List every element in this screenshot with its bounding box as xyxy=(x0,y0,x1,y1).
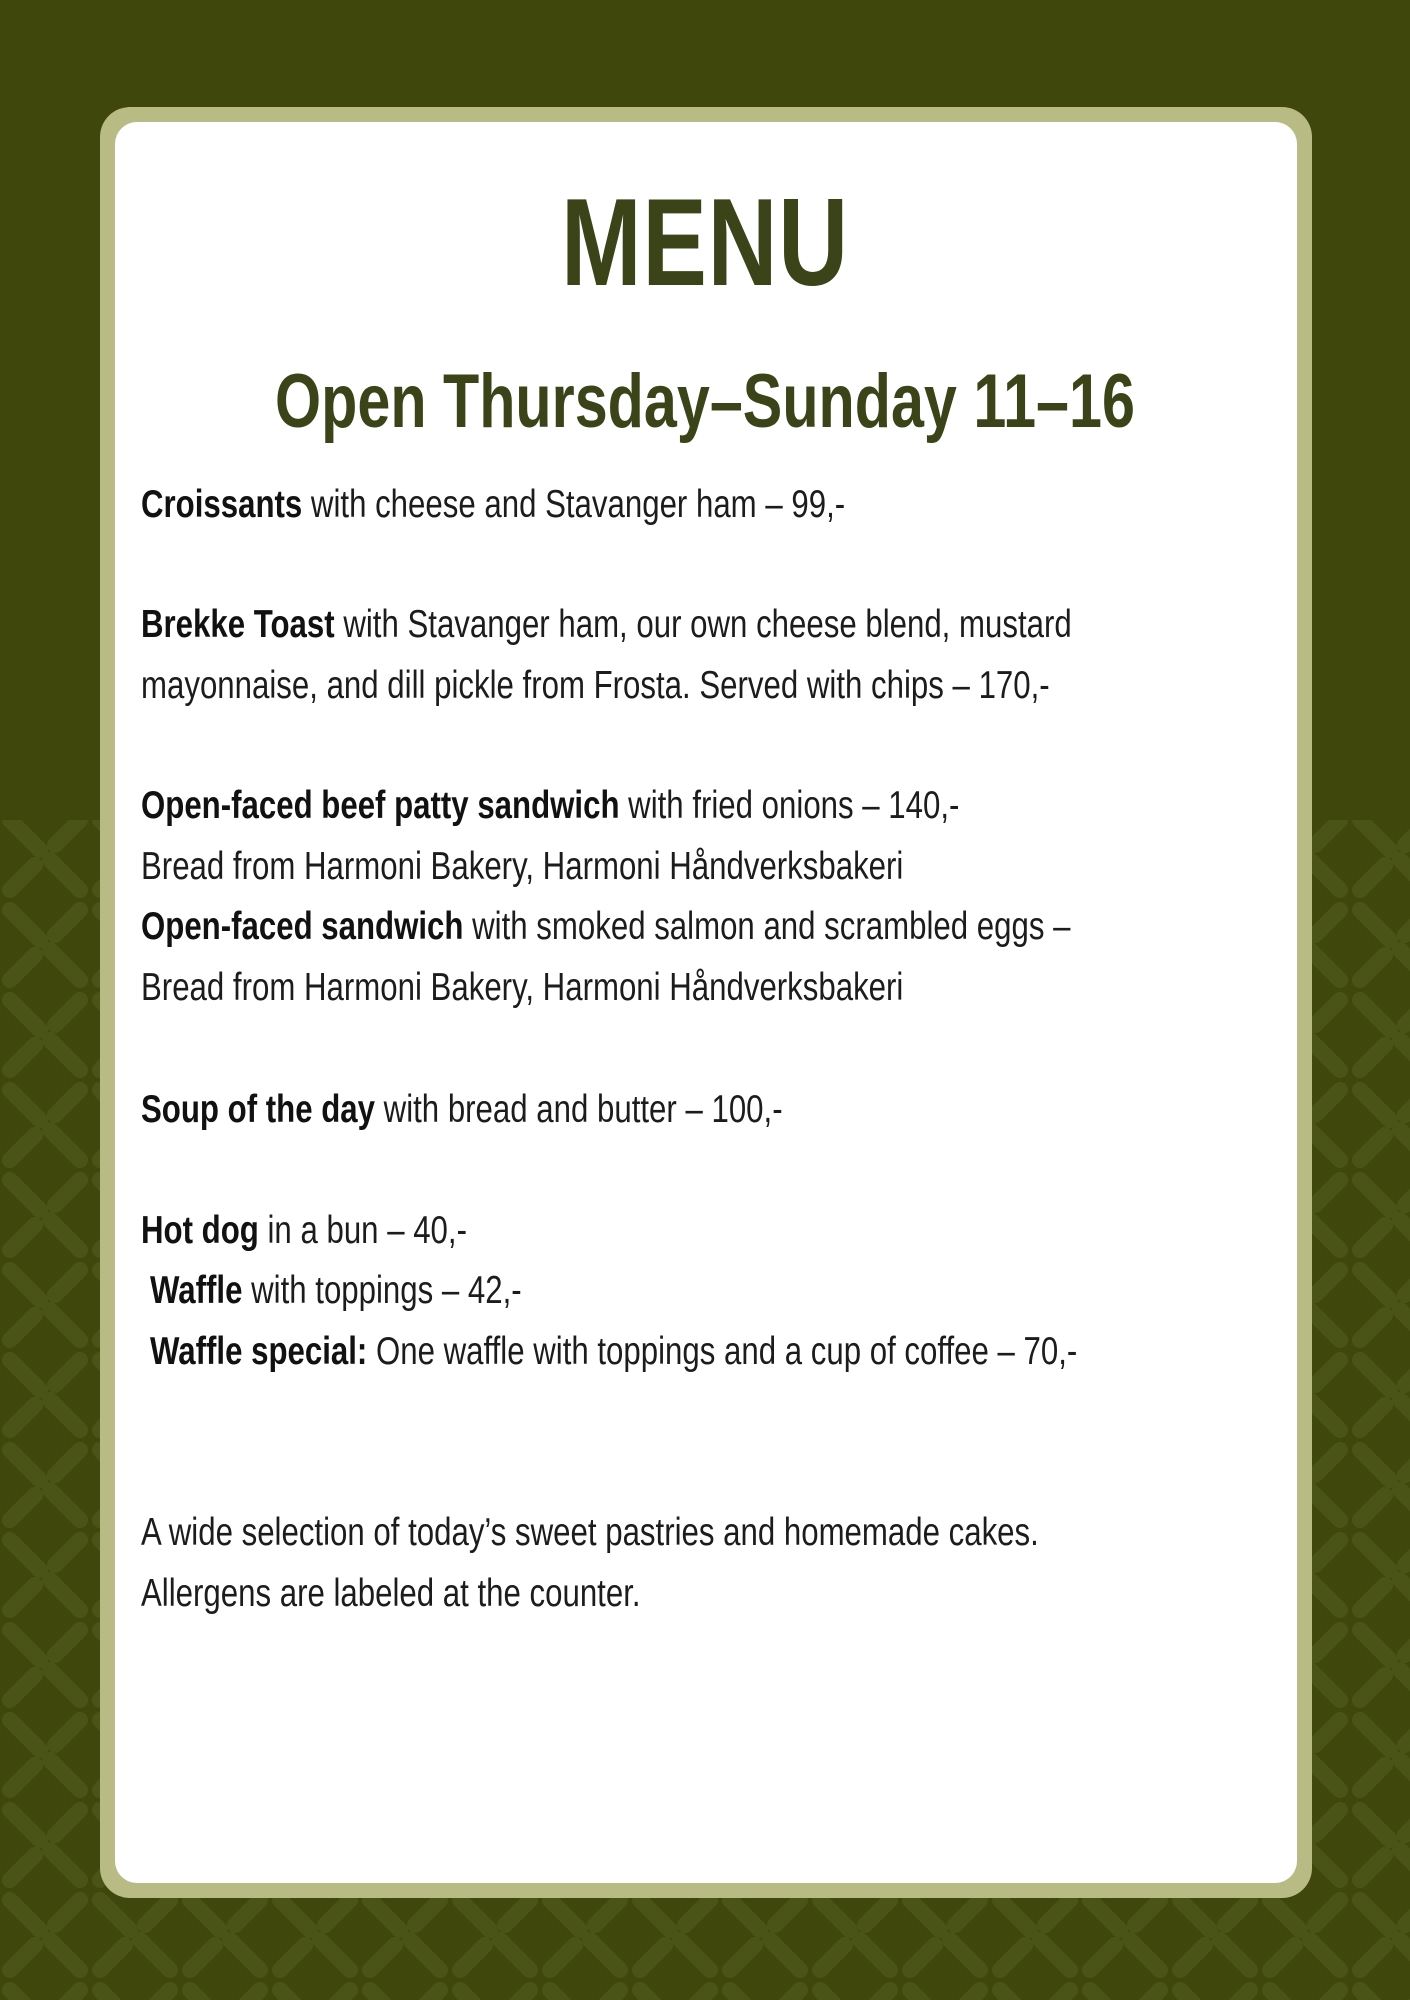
menu-item-hot-dog xyxy=(141,1206,467,1256)
footer-pastries: A wide selection of today’s sweet pastries and homemade cakes. xyxy=(141,1511,1039,1554)
item-desc: with bread and butter – 100,- xyxy=(375,1088,783,1131)
item-desc: with smoked salmon and scrambled eggs – xyxy=(463,905,1071,948)
item-name: Open-faced sandwich xyxy=(141,905,464,948)
menu-title: MENU xyxy=(561,174,849,312)
item-name: Croissants xyxy=(141,483,303,526)
menu-item-beef-patty-bread: Bread from Harmoni Bakery, Harmoni Håndverksbakeri xyxy=(141,845,904,888)
item-desc: with toppings – 42,- xyxy=(242,1269,522,1312)
item-name: Open-faced beef patty sandwich xyxy=(141,784,620,827)
menu-item-beef-patty xyxy=(141,781,959,831)
menu-item-croissants xyxy=(141,480,845,530)
menu-item-soup xyxy=(141,1085,783,1135)
item-name: Hot dog xyxy=(141,1209,259,1252)
item-desc: One waffle with toppings and a cup of coffee – 70,- xyxy=(367,1330,1078,1373)
item-desc: with Stavanger ham, our own cheese blend, mustard xyxy=(334,603,1072,646)
item-desc: in a bun – 40,- xyxy=(258,1209,467,1252)
item-name: Waffle xyxy=(150,1269,243,1312)
menu-item-brekke-toast xyxy=(141,600,1072,650)
item-name: Waffle special: xyxy=(150,1330,368,1373)
footer-allergens: Allergens are labeled at the counter. xyxy=(141,1572,641,1615)
menu-item-salmon-sandwich xyxy=(141,902,1070,952)
item-desc: with cheese and Stavanger ham – 99,- xyxy=(302,483,846,526)
menu-item-waffle xyxy=(150,1266,522,1316)
opening-hours: Open Thursday–Sunday 11–16 xyxy=(275,359,1135,444)
menu-item-waffle-special xyxy=(150,1327,1077,1377)
menu-item-salmon-bread: Bread from Harmoni Bakery, Harmoni Håndverksbakeri xyxy=(141,966,904,1009)
item-name: Soup of the day xyxy=(141,1088,375,1131)
item-desc: with fried onions – 140,- xyxy=(619,784,960,827)
menu-item-brekke-toast-cont: mayonnaise, and dill pickle from Frosta. Served with chips – 170,- xyxy=(141,664,1050,707)
item-name: Brekke Toast xyxy=(141,603,335,646)
